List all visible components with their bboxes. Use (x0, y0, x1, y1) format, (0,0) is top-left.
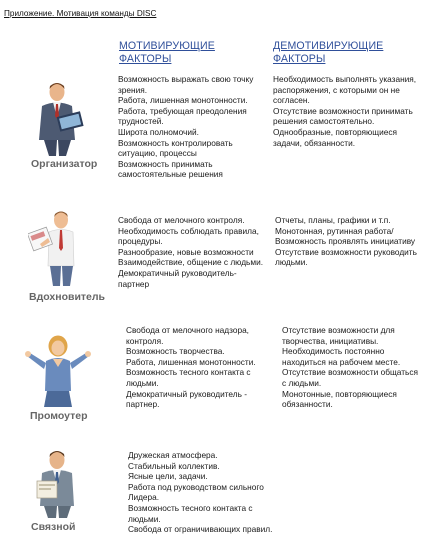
factor-item: Широта полномочий. (118, 126, 199, 137)
factor-item: находиться на рабочем месте. (282, 356, 401, 367)
role-label-organizer: Организатор (31, 158, 98, 170)
factor-item: партнер. (126, 399, 160, 410)
factor-item: Отсутствие возможности общаться (282, 367, 418, 378)
demotivating-list-promoter (282, 325, 428, 410)
factor-item: Однообразные, повторяющиеся (273, 126, 397, 137)
factor-item: контроля. (126, 335, 164, 346)
factor-item: Свобода от мелочного контроля. (118, 215, 245, 225)
factor-item: трудностей. (118, 116, 164, 127)
factor-item: Демократичный руководитель - (126, 388, 247, 399)
factor-item: Работа, лишенная монотонности. (126, 356, 256, 367)
factor-item: Возможность творчества. (126, 346, 225, 357)
factor-item: Ясные цели, задачи. (128, 471, 208, 482)
role-label-inspirer: Вдохновитель (29, 291, 106, 303)
factor-item: партнер (118, 278, 150, 289)
factor-item: Возможность контролировать (118, 137, 233, 148)
factor-item: Необходимость постоянно (282, 346, 385, 357)
factor-item: Лидера. (128, 492, 160, 503)
factor-item: Монотонная, рутинная работа/ (275, 225, 394, 236)
factor-item: ситуацию, процессы (118, 148, 197, 159)
demotivating-list-organizer (273, 74, 425, 148)
demotivating-header-line1: ДЕМОТИВИРУЮЩИЕ (273, 40, 384, 52)
factor-item: зрения. (118, 84, 148, 95)
motivating-list-organizer (118, 74, 266, 180)
factor-item: с людьми. (282, 377, 322, 388)
motivating-header: МОТИВИРУЮЩИЕ ФАКТОРЫ (119, 40, 215, 65)
factor-item: Работа, лишенная монотонности. (118, 95, 248, 106)
factor-item: Свобода от ограничивающих правил. (128, 524, 273, 535)
factor-item: Разнообразие, новые возможности (118, 246, 254, 257)
factor-item: творчества, инициативы. (282, 335, 379, 346)
factor-item: Монотонные, повторяющиеся (282, 388, 397, 399)
factor-item: Возможность тесного контакта с (126, 367, 251, 378)
factor-item: Работа, требующая преодоления (118, 105, 247, 116)
motivating-list-inspirer (118, 215, 268, 289)
factor-item: Возможность проявлять инициативу (275, 236, 416, 247)
factor-item: людьми. (275, 257, 308, 268)
factor-item: Необходимость соблюдать правила, (118, 225, 259, 236)
factor-item: Необходимость выполнять указания, (273, 74, 417, 84)
factor-item: решения самостоятельно. (273, 116, 375, 127)
role-label-promoter: Промоутер (30, 410, 88, 422)
factor-item: людьми. (128, 513, 161, 524)
woman-presenting-icon (22, 333, 92, 407)
man-with-laptop-icon (26, 80, 88, 156)
man-with-folder-icon (26, 448, 88, 518)
factor-item: Стабильный коллектив. (128, 460, 220, 471)
demotivating-header (273, 40, 423, 66)
factor-item: Свобода от мелочного надзора, (126, 325, 249, 335)
factor-item: задачи, обязанности. (273, 137, 356, 148)
factor-item: обязанности. (282, 399, 333, 410)
factor-item: Возможность принимать (118, 158, 213, 169)
page-caption: Приложение. Мотивация команды DISC (4, 9, 157, 18)
factor-item: Возможность тесного контакта с (128, 502, 253, 513)
factor-item: Дружеская атмосфера. (128, 450, 218, 460)
motivating-list-connector (128, 450, 293, 535)
factor-item: Отсутствие возможности принимать (273, 105, 413, 116)
factor-item: Демократичный руководитель- (118, 267, 237, 278)
factor-item: людьми. (126, 377, 159, 388)
factor-item: Взаимодействие, общение с людьми. (118, 257, 264, 268)
motivating-list-promoter (126, 325, 274, 410)
role-label-connector: Связной (31, 521, 76, 533)
factor-item: Отсутствие возможности для (282, 325, 395, 335)
factor-item: Работа под руководством сильного (128, 481, 264, 492)
factor-item: согласен. (273, 95, 310, 106)
man-with-papers-icon (28, 208, 88, 286)
factor-item: самостоятельные решения (118, 169, 223, 180)
factor-item: Отчеты, планы, графики и т.п. (275, 215, 391, 225)
factor-item: процедуры. (118, 236, 163, 247)
demotivating-header-line2: ФАКТОРЫ (273, 53, 326, 65)
factor-item: распоряжения, с которыми он не (273, 84, 400, 95)
factor-item: Возможность выражать свою точку (118, 74, 254, 84)
factor-item: Отсутствие возможности руководить (275, 246, 417, 257)
demotivating-list-inspirer (275, 215, 427, 268)
